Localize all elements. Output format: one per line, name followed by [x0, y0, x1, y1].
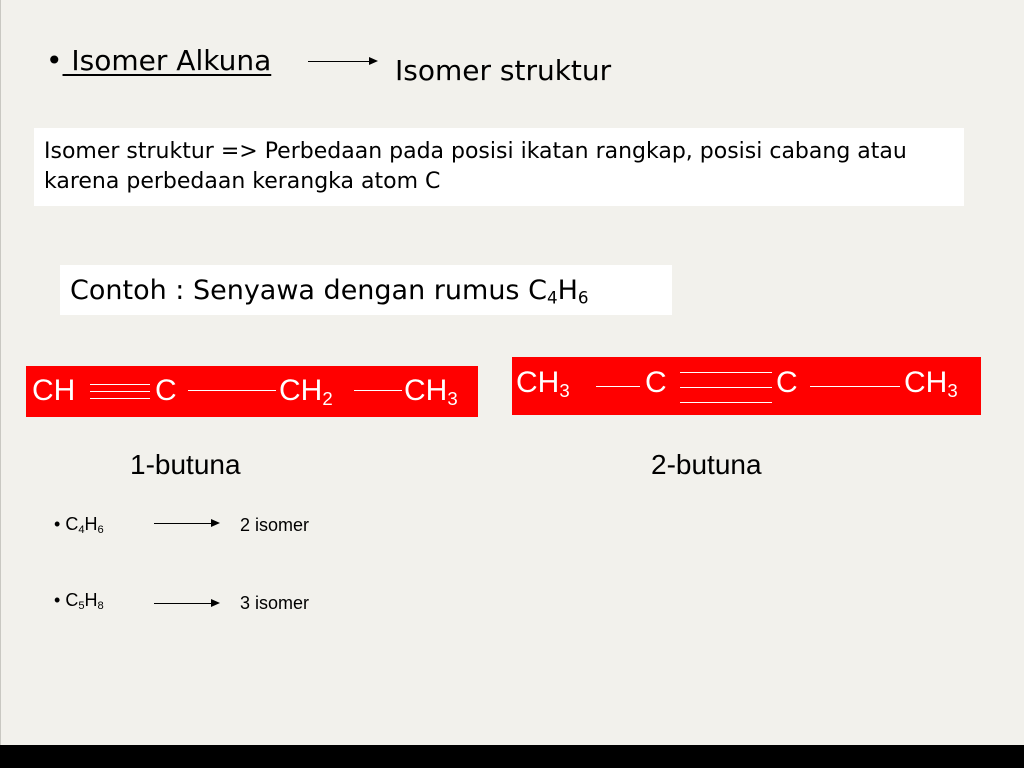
heading-arrow-line: [308, 61, 370, 62]
heading-bullet: •: [46, 44, 63, 77]
single-bond-line: [188, 390, 276, 391]
atom-ch: CH: [32, 374, 76, 407]
atom-ch2: $CH_2$: [279, 374, 333, 410]
single-bond-line: [596, 386, 640, 387]
single-bond-line: [354, 390, 402, 391]
footer-bar: [0, 745, 1024, 768]
caption-2-butuna: 2-butuna: [651, 449, 762, 480]
arrow-right-icon: [211, 599, 220, 607]
isomer-count-result: 3 isomer: [240, 593, 310, 613]
triple-bond-line-3: [90, 398, 150, 399]
isomer-count-c4h6: • $C_4H_6$: [54, 514, 104, 537]
definition-text: Isomer struktur => Perbedaan pada posisi ikatan rangkap, posisi cabang atau karena perbedaan kerangka atom C: [44, 139, 907, 194]
heading: [46, 44, 271, 77]
triple-bond-line-1: [90, 384, 150, 385]
atom-c: C: [645, 366, 667, 399]
heading-target: Isomer struktur: [395, 54, 612, 87]
count-arrow-line: [154, 523, 212, 524]
atom-ch3: $CH_3$: [904, 366, 958, 402]
atom-c: C: [776, 366, 798, 399]
slide-left-edge: [0, 0, 1, 745]
triple-bond-line-2: [90, 391, 150, 392]
atom-ch3: $CH_3$: [404, 374, 458, 410]
caption-1-butuna: 1-butuna: [130, 449, 241, 480]
triple-bond-line-1: [680, 372, 772, 373]
isomer-count-result: 2 isomer: [240, 515, 310, 535]
atom-c: C: [155, 374, 177, 407]
arrow-right-icon: [211, 519, 220, 527]
triple-bond-line-2: [680, 387, 772, 388]
single-bond-line: [810, 386, 900, 387]
heading-arrow-icon: [369, 57, 378, 65]
heading-title: Isomer Alkuna: [62, 44, 272, 77]
triple-bond-line-3: [680, 402, 772, 403]
atom-ch3: $CH_3$: [516, 366, 570, 402]
count-arrow-line: [154, 603, 212, 604]
isomer-count-c5h8: • $C_5H_8$: [54, 590, 104, 613]
example-text: Contoh : Senyawa dengan rumus $C_4H_6$: [70, 275, 589, 308]
